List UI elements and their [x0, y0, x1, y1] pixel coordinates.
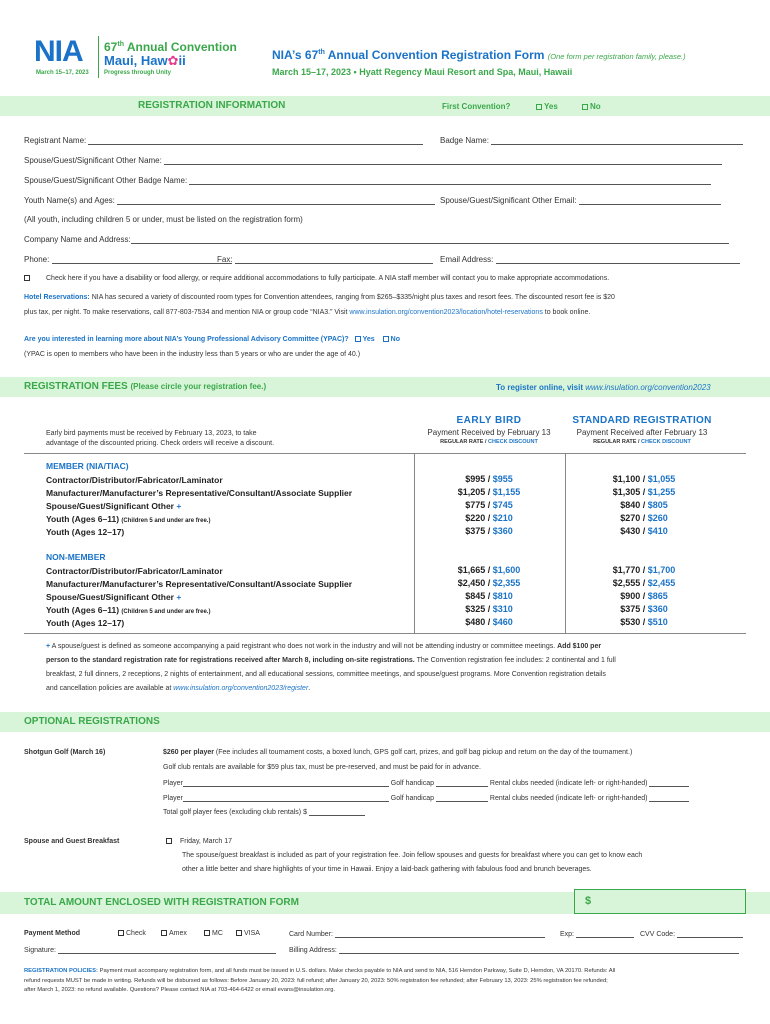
- exp-field[interactable]: Exp:: [560, 930, 634, 938]
- breakfast-label: Spouse and Guest Breakfast: [24, 838, 120, 845]
- title-note: (One form per registration family, please.): [547, 52, 686, 61]
- logo: [34, 36, 244, 82]
- member-early-price[interactable]: $775 / $745: [465, 500, 513, 510]
- ypac-no[interactable]: No: [383, 336, 400, 343]
- golf-player-row[interactable]: Player Golf handicap Rental clubs needed (indicate left- or right-handed): [163, 779, 689, 787]
- first-convention-no[interactable]: No: [582, 102, 601, 111]
- checkbox-icon[interactable]: [161, 930, 167, 936]
- company-field[interactable]: Company Name and Address:: [24, 235, 729, 244]
- ypac-question: Are you interested in learning more about NIA’s Young Professional Advisory Committee (YPAC)? Yes No: [24, 336, 400, 343]
- page-title: NIA’s 67th Annual Convention Registration Form (One form per registration family, please.): [272, 48, 686, 62]
- nonmember-early-price[interactable]: $325 / $310: [465, 604, 513, 614]
- fees-table-bottom-rule: [24, 633, 746, 634]
- checkbox-icon[interactable]: [536, 104, 542, 110]
- breakfast-checkbox[interactable]: Friday, March 17: [166, 838, 232, 845]
- email-field[interactable]: Email Address:: [440, 255, 740, 264]
- signature-field[interactable]: Signature:: [24, 946, 276, 954]
- register-online: To register online, visit www.insulation.org/convention2023: [496, 383, 711, 392]
- checkbox-icon[interactable]: [383, 336, 389, 342]
- youth-note: (All youth, including children 5 or under, must be listed on the registration form): [24, 215, 303, 224]
- fax-field[interactable]: Fax:: [217, 255, 433, 264]
- nonmember-early-price[interactable]: $1,665 / $1,600: [457, 565, 521, 575]
- nonmember-standard-price[interactable]: $2,555 / $2,455: [612, 578, 676, 588]
- golf-player-row[interactable]: Player Golf handicap Rental clubs needed (indicate left- or right-handed): [163, 794, 689, 802]
- checkbox-icon[interactable]: [355, 336, 361, 342]
- logo-convention: 67th Annual Convention: [104, 40, 237, 54]
- nonmember-heading: NON-MEMBER: [46, 552, 106, 562]
- registration-info-bar: [0, 96, 770, 116]
- golf-label: Shotgun Golf (March 16): [24, 749, 106, 756]
- early-bird-header: EARLY BIRD Payment Received by February 13 REGULAR RATE / CHECK DISCOUNT: [427, 415, 551, 445]
- registration-policies: REGISTRATION POLICIES: Payment must accompany registration form, and all funds must be issued in U.S. dollars. Make checks payable to NIA and send to NIA, 516 Herndon Parkway, Suite D, Herndon, VA 20170. Refunds: All refund requests MUST be made in writing. Refunds will be disbursed as follows: Before January 20, 2023: full refund; after January 20, 2023: 50% registration fee refunded; after February 13, 2023: 25% registration fee refunded; after March 1, 2023: no refund available. Questions? Please contact NIA at 703-464-6422 or email evans@insulation.org.: [24, 968, 616, 993]
- member-standard-price[interactable]: $1,100 / $1,055: [612, 474, 676, 484]
- phone-field[interactable]: Phone:: [24, 255, 232, 264]
- accommodations-checkbox[interactable]: Check here if you have a disability or food allergy, or require additional accommodations to fully participate. A NIA staff member will contact you to make appropriate accommodations.: [24, 275, 609, 282]
- member-early-price[interactable]: $375 / $360: [465, 526, 513, 536]
- logo-nia-text: NIA: [34, 35, 83, 68]
- hotel-reservations-line1: Hotel Reservations: NIA has secured a variety of discounted room types for Convention attendees, ranging from $265–$335/night plus taxes and resort fees. The discounted resort fee is $20: [24, 294, 615, 301]
- nonmember-standard-price[interactable]: $900 / $865: [620, 591, 668, 601]
- member-cat-contractor: Contractor/Distributor/Fabricator/Laminator: [46, 475, 223, 485]
- total-heading: TOTAL AMOUNT ENCLOSED WITH REGISTRATION FORM: [24, 897, 299, 908]
- logo-divider: [98, 36, 99, 78]
- payment-check[interactable]: Check: [118, 930, 146, 937]
- cvv-field[interactable]: CVV Code:: [640, 930, 743, 938]
- payment-method-label: Payment Method: [24, 930, 81, 937]
- early-bird-note-1: Early bird payments must be received by February 13, 2023, to take: [46, 430, 257, 437]
- nonmember-early-price[interactable]: $480 / $460: [465, 617, 513, 627]
- member-early-price[interactable]: $1,205 / $1,155: [457, 487, 521, 497]
- total-dollar-sign: $: [585, 895, 592, 907]
- nonmember-cat-spouse: Spouse/Guest/Significant Other +: [46, 592, 182, 602]
- payment-amex[interactable]: Amex: [161, 930, 187, 937]
- checkbox-icon[interactable]: [204, 930, 210, 936]
- logo-tagline: Progress through Unity: [104, 70, 172, 76]
- total-amount-box[interactable]: [574, 889, 746, 914]
- checkbox-icon[interactable]: [118, 930, 124, 936]
- registrant-name-field[interactable]: Registrant Name:: [24, 136, 423, 145]
- fees-footnote-2: person to the standard registration rate for registrations received after March 8, including on-site registrations. The Convention registration fee includes: 2 continental and 1 full: [46, 657, 616, 664]
- early-bird-note-2: advantage of the discounted pricing. Check orders will receive a discount.: [46, 440, 275, 447]
- breakfast-desc-2: other a little better and share highlights of your time in Hawaii. Enjoy a laid-back gathering with fabulous food and brunch beverages.: [182, 866, 592, 873]
- hotel-link[interactable]: www.insulation.org/convention2023/location/hotel-reservations: [349, 309, 543, 316]
- nonmember-standard-price[interactable]: $1,770 / $1,700: [612, 565, 676, 575]
- checkbox-icon[interactable]: [582, 104, 588, 110]
- nonmember-cat-youth-6-11: Youth (Ages 6–11) (Children 5 and under are free.): [46, 605, 211, 615]
- member-early-price[interactable]: $995 / $955: [465, 474, 513, 484]
- nonmember-early-price[interactable]: $2,450 / $2,355: [457, 578, 521, 588]
- hibiscus-icon: ✿: [167, 53, 179, 68]
- nonmember-standard-price[interactable]: $375 / $360: [620, 604, 668, 614]
- fees-table-top-rule: [24, 453, 746, 454]
- ypac-yes[interactable]: Yes: [355, 336, 375, 343]
- spouse-name-field[interactable]: Spouse/Guest/Significant Other Name:: [24, 156, 722, 165]
- nonmember-cat-contractor: Contractor/Distributor/Fabricator/Laminator: [46, 566, 223, 576]
- billing-address-field[interactable]: Billing Address:: [289, 946, 739, 954]
- payment-mc[interactable]: MC: [204, 930, 223, 937]
- golf-total-field[interactable]: Total golf player fees (excluding club rentals) $: [163, 808, 365, 816]
- standard-header: STANDARD REGISTRATION Payment Received after February 13 REGULAR RATE / CHECK DISCOUNT: [572, 415, 712, 445]
- nonmember-standard-price[interactable]: $530 / $510: [620, 617, 668, 627]
- hotel-reservations-line2: plus tax, per night. To make reservations, call 877-803-7534 and mention NIA or group code “NIA3.” Visit www.insulation.org/convention2023/location/hotel-reservations to book online.: [24, 309, 591, 316]
- payment-visa[interactable]: VISA: [236, 930, 260, 937]
- registration-info-heading: REGISTRATION INFORMATION: [138, 100, 286, 111]
- badge-name-field[interactable]: Badge Name:: [440, 136, 743, 145]
- nonmember-early-price[interactable]: $845 / $810: [465, 591, 513, 601]
- member-standard-price[interactable]: $840 / $805: [620, 500, 668, 510]
- fees-footnote-4: and cancellation policies are available at www.insulation.org/convention2023/register.: [46, 685, 311, 692]
- spouse-badge-field[interactable]: Spouse/Guest/Significant Other Badge Name:: [24, 176, 711, 185]
- register-link[interactable]: www.insulation.org/convention2023/register: [173, 685, 309, 692]
- breakfast-desc-1: The spouse/guest breakfast is included as part of your registration fee. Join fellow spouses and guests for breakfast where you can get to know each: [182, 852, 643, 859]
- logo-dates: March 15–17, 2023: [36, 70, 89, 76]
- register-online-link[interactable]: www.insulation.org/convention2023: [585, 383, 711, 392]
- member-cat-manufacturer: Manufacturer/Manufacturer’s Representative/Consultant/Associate Supplier: [46, 488, 353, 498]
- page-subtitle: March 15–17, 2023 • Hyatt Regency Maui Resort and Spa, Maui, Hawaii: [272, 67, 573, 77]
- member-cat-spouse: Spouse/Guest/Significant Other +: [46, 501, 182, 511]
- member-standard-price[interactable]: $1,305 / $1,255: [612, 487, 676, 497]
- first-convention-label: First Convention?: [442, 102, 511, 111]
- first-convention-yes[interactable]: Yes: [536, 102, 558, 111]
- fees-table-divider-1: [414, 453, 415, 633]
- nonmember-cat-manufacturer: Manufacturer/Manufacturer’s Representative/Consultant/Associate Supplier: [46, 579, 353, 589]
- checkbox-icon[interactable]: [24, 275, 30, 281]
- ypac-note: (YPAC is open to members who have been in the industry less than 5 years or who are under the age of 40.): [24, 351, 361, 358]
- member-heading: MEMBER (NIA/TIAC): [46, 461, 129, 471]
- optional-heading: OPTIONAL REGISTRATIONS: [24, 716, 160, 727]
- member-cat-youth-12-17: Youth (Ages 12–17): [46, 527, 125, 537]
- golf-rentals: Golf club rentals are available for $59 plus tax, must be pre-reserved, and must be paid for in advance.: [163, 764, 481, 771]
- member-cat-youth-6-11: Youth (Ages 6–11) (Children 5 and under are free.): [46, 514, 211, 524]
- fees-footnote-3: breakfast, 2 full dinners, 2 receptions, 2 nights of entertainment, and all educational sessions, committee meetings, and spouse/guest programs. More Convention registration details: [46, 671, 606, 678]
- member-standard-price[interactable]: $270 / $260: [620, 513, 668, 523]
- member-standard-price[interactable]: $430 / $410: [620, 526, 668, 536]
- registration-fees-heading: REGISTRATION FEES (Please circle your registration fee.): [24, 381, 267, 392]
- golf-description: $260 per player (Fee includes all tournament costs, a boxed lunch, GPS golf cart, prizes, and golf bag pickup and return on the day of the tournament.): [163, 749, 633, 756]
- fees-table-divider-2: [565, 453, 566, 633]
- nonmember-cat-youth-12-17: Youth (Ages 12–17): [46, 618, 125, 628]
- logo-place: Maui, Haw✿ii: [104, 53, 186, 68]
- card-number-field[interactable]: Card Number:: [289, 930, 545, 938]
- youth-names-field[interactable]: Youth Name(s) and Ages:: [24, 196, 435, 205]
- checkbox-icon[interactable]: [166, 838, 172, 844]
- fees-footnote-1: + A spouse/guest is defined as someone accompanying a paid registrant who does not work in the industry and will not be attending industry or committee meetings. Add $100 per: [46, 643, 602, 650]
- member-early-price[interactable]: $220 / $210: [465, 513, 513, 523]
- checkbox-icon[interactable]: [236, 930, 242, 936]
- spouse-email-field[interactable]: Spouse/Guest/Significant Other Email:: [440, 196, 721, 205]
